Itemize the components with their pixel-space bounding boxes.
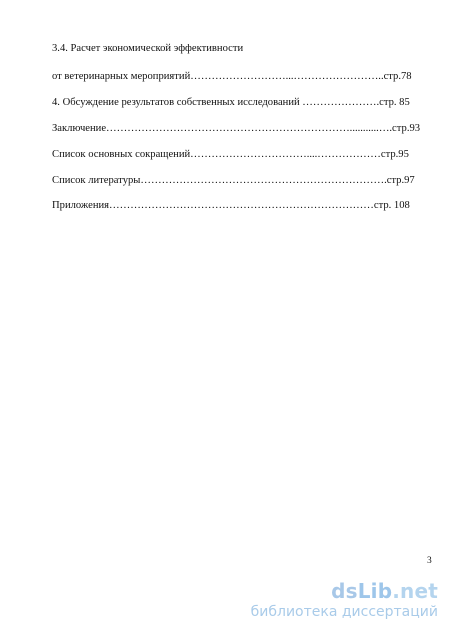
toc-entry-references: Список литературы…………………………………………………………….стр.97 (52, 175, 415, 186)
watermark-logo-net: .net (392, 579, 438, 603)
toc-entry-3-4-title: 3.4. Расчет экономической эффективности (52, 43, 244, 54)
toc-entry-3-4-continuation: от ветеринарных мероприятий………………………...……………………..стр.78 (52, 71, 412, 82)
toc-entry-conclusion: Заключение……………………………………………………………...........….стр.93 (52, 123, 421, 134)
toc-entry-appendices: Приложения…………………………………………………………………стр. 108 (52, 200, 410, 211)
watermark-subtitle: библиотека диссертаций (250, 604, 438, 620)
watermark-logo (331, 580, 438, 602)
watermark (228, 580, 438, 624)
watermark-logo-lib: Lib (357, 579, 393, 603)
toc-entry-4: 4. Обсуждение результатов собственных исследований ………………….стр. 85 (52, 97, 410, 108)
watermark-logo-ds: ds (331, 579, 358, 603)
page-number: 3 (427, 556, 432, 566)
toc-entry-abbreviations: Список основных сокращений……………………………....………………стр.95 (52, 149, 409, 160)
